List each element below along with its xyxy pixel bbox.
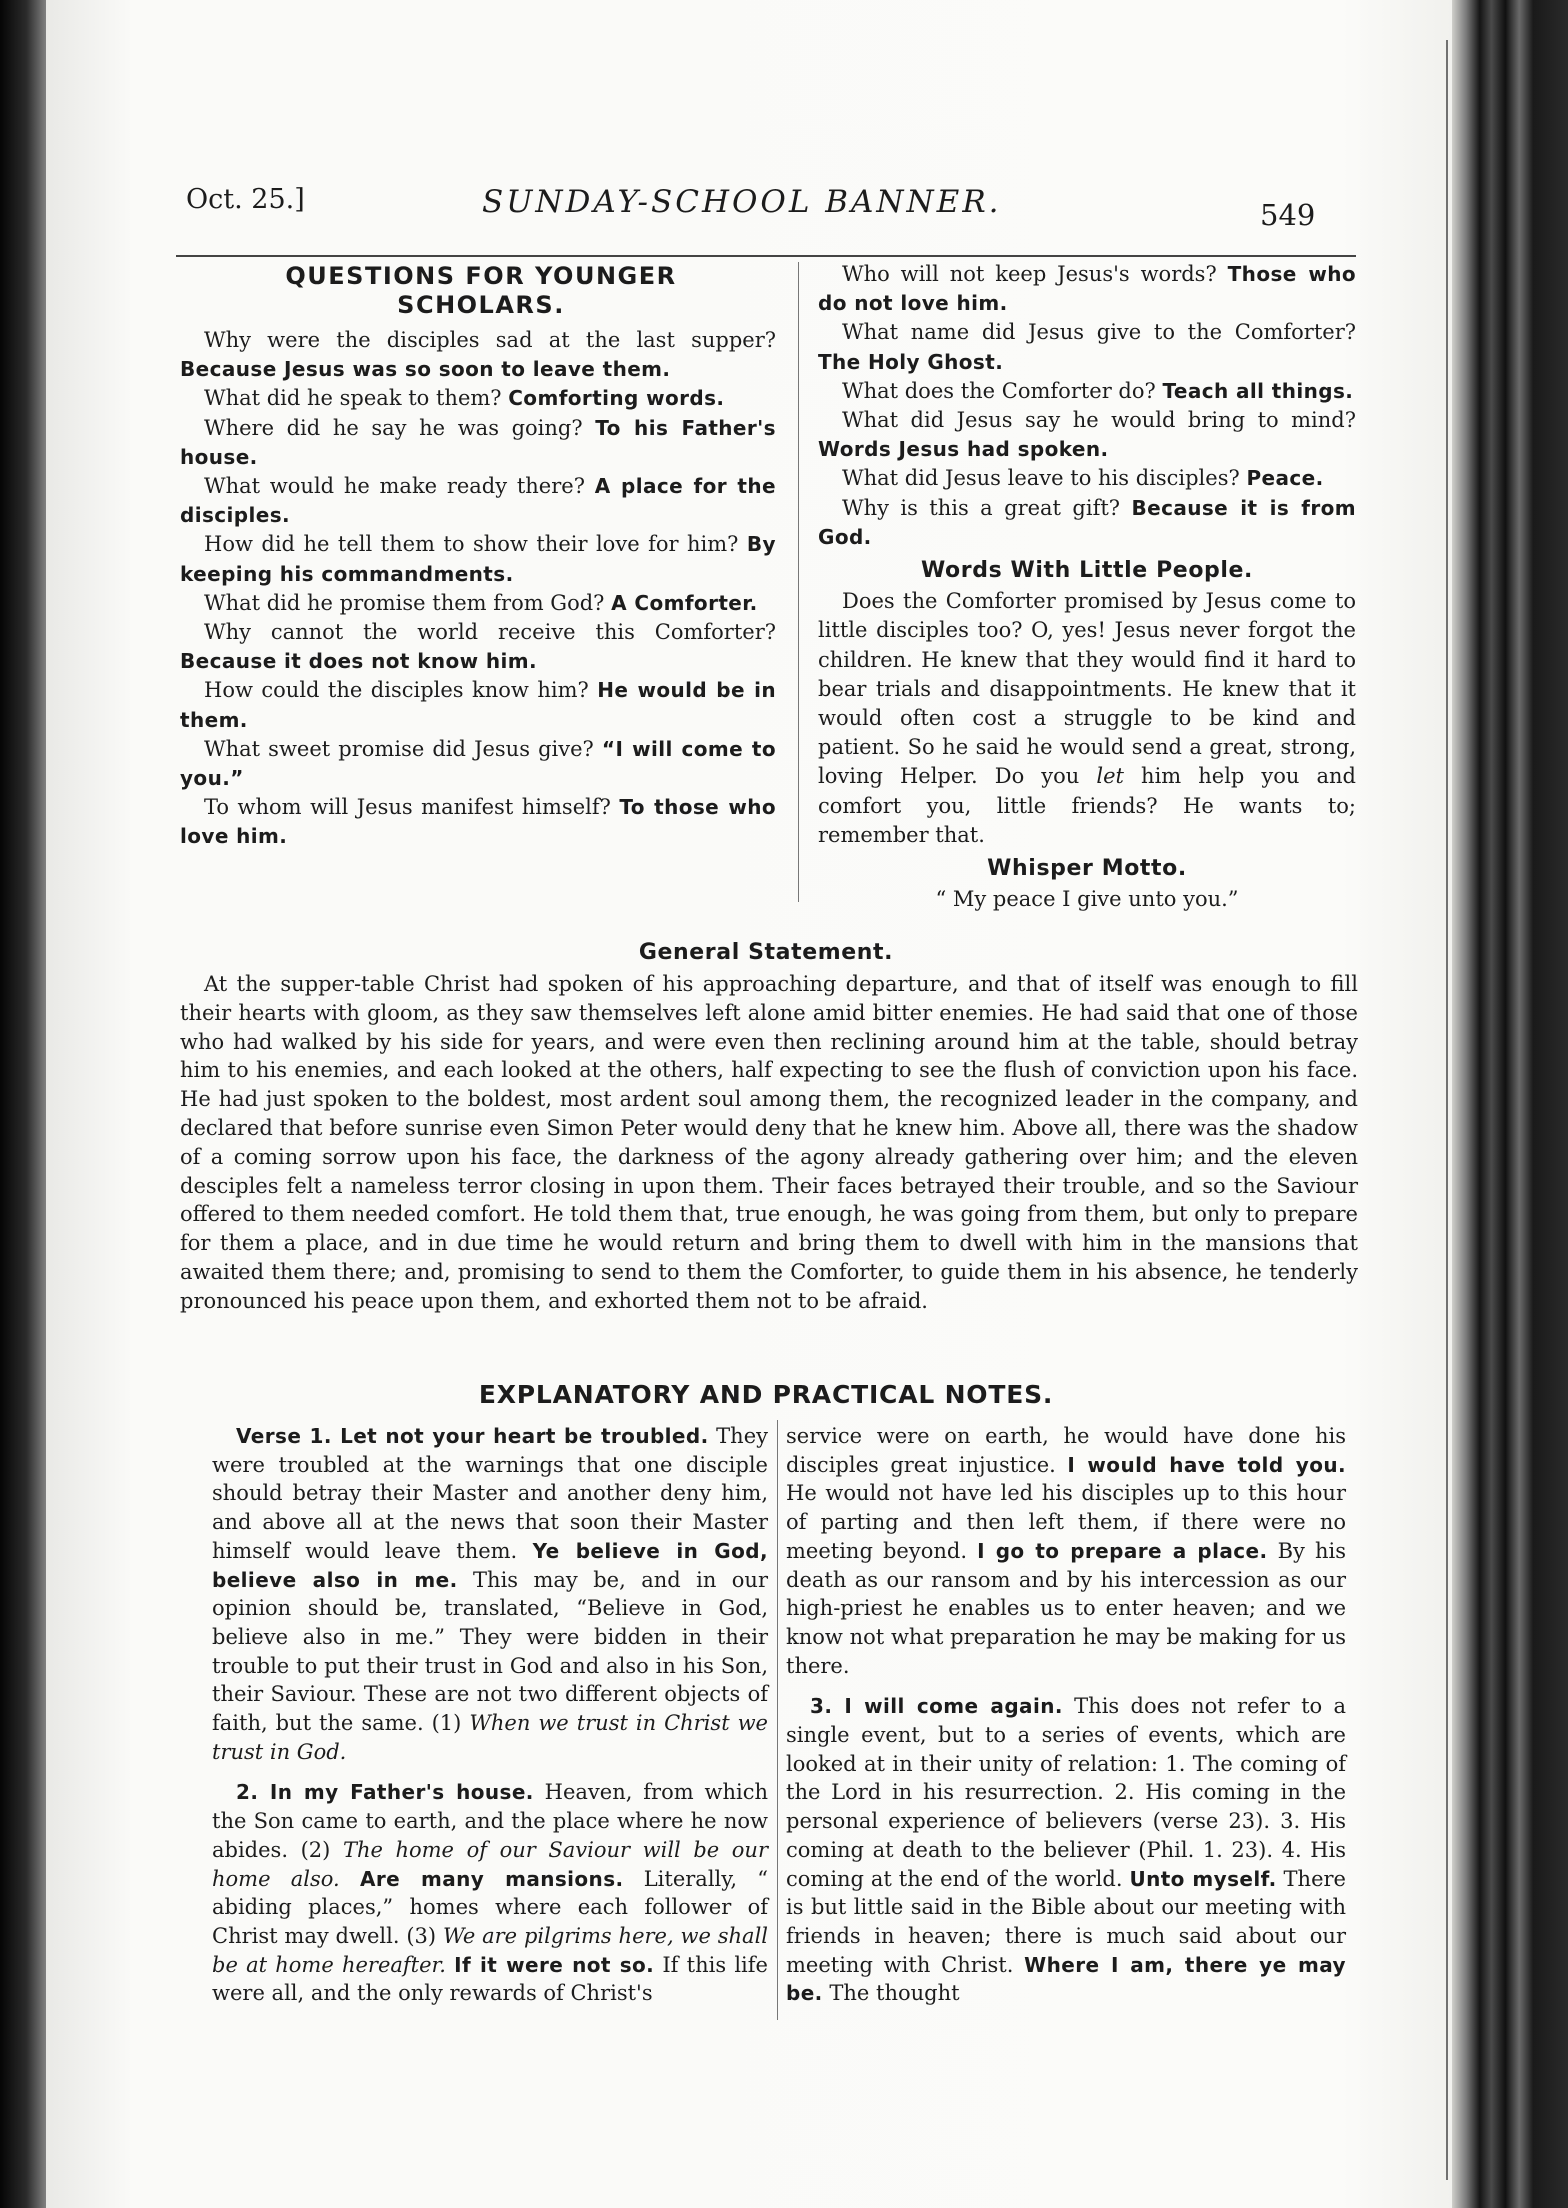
- qa-item: What name did Jesus give to the Comforter? The Holy Ghost.: [818, 320, 1356, 374]
- qa-item: How could the disciples know him? He would be in them.: [180, 678, 776, 732]
- page-edge-line: [1446, 40, 1448, 2180]
- header-rule: [176, 255, 1356, 257]
- qa-item: To whom will Jesus manifest himself? To those who love him.: [180, 795, 776, 849]
- qa-item: What would he make ready there? A place for the disciples.: [180, 474, 776, 528]
- notes-left-column: [212, 1422, 768, 2020]
- right-column-top: [818, 260, 1356, 914]
- little-people-heading: Words With Little People.: [920, 558, 1254, 584]
- qa-item: Where did he say he was going? To his Father's house.: [180, 415, 776, 469]
- qa-item: Why were the disciples sad at the last supper? Because Jesus was so soon to leave them.: [180, 328, 776, 382]
- scan-right-edge: [1452, 0, 1568, 2208]
- general-statement-body: At the supper-table Christ had spoken of his approaching departure, and that of itself was enough to fill their hearts with gloom, as they saw themselves left alone amid bitter enemies. He had said that one of those who had walked by his side for years, and were even then reclining around him at the table, should betray him to his enemies, and each looked at the others, half expecting to see the flush of conviction upon his face. He had just spoken to the boldest, most ardent soul among them, the recognized leader in the company, and declared that before sunrise even Simon Peter would deny that he knew him. Above all, there was the shadow of a coming sorrow upon his face, the darkness of the agony already gathering over him; and the eleven desciples felt a nameless terror closing in upon them. Their faces betrayed their trouble, and so the Saviour offered to them needed comfort. He told them that, true enough, he was going from them, but only to prepare for them a place, and in due time he would return and bring them to dwell with him in the mansions that awaited them there; and, promising to send to them the Comforter, to guide them in his absence, he tenderly pronounced his peace upon them, and exhorted them not to be afraid.: [180, 972, 1358, 1313]
- column-divider: [798, 262, 799, 902]
- qa-item: What sweet promise did Jesus give? “I will come to you.”: [180, 736, 776, 791]
- qa-item: Who will not keep Jesus's words? Those who do not love him.: [818, 262, 1356, 316]
- younger-scholars-questions: [180, 326, 776, 852]
- scan-left-edge: [0, 0, 48, 2208]
- qa-item: What did Jesus say he would bring to mind? Words Jesus had spoken.: [818, 408, 1356, 462]
- book-page: [46, 0, 1486, 2208]
- little-people-text: Does the Comforter promised by Jesus come to little disciples too? O, yes! Jesus never forgot the children. He knew that they would find it hard to bear trials and disappointments. He knew that it would often cost a struggle to be kind and patient. So he said he would send a great, strong, loving Helper. Do you let him help you and comfort you, little friends? He wants to; remember that.: [818, 589, 1356, 847]
- qa-item: What did he speak to them? Comforting words.: [204, 386, 725, 411]
- verse-2-note-continued: service were on earth, he would have done his disciples great injustice. I would have told you. He would not have led his disciples up to this hour of parting and then left them, if there were no meeting beyond. I go to prepare a place. By his death as our ransom and by his intercession as our high-priest he enables us to enter heaven; and we know not what preparation he may be making for us there.: [786, 1424, 1346, 1678]
- verse-1-note: Verse 1. Let not your heart be troubled. They were troubled at the warnings that one disciple should betray their Master and another deny him, and above all at the news that soon their Master himself would leave them. Ye believe in God, believe also in me. This may be, and in our opinion should be, translated, “Believe in God, believe also in me.” They were bidden in their trouble to put their trust in God and also in his Son, their Saviour. These are not two different objects of faith, but the same. (1) When we trust in Christ we trust in God.: [212, 1424, 768, 1764]
- issue-date: Oct. 25.]: [186, 184, 305, 215]
- verse-2-note: 2. In my Father's house. Heaven, from which the Son came to earth, and the place where he now abides. (2) The home of our Saviour will be our home also. Are many mansions. Literally, “ abiding places,” homes where each follower of Christ may dwell. (3) We are pilgrims here, we shall be at home hereafter. If it were not so. If this life were all, and the only rewards of Christ's: [212, 1780, 768, 2006]
- qa-item: What does the Comforter do? Teach all things.: [842, 378, 1354, 403]
- qa-item: What did Jesus leave to his disciples? Peace.: [842, 466, 1324, 491]
- column-divider: [777, 1420, 778, 2020]
- whisper-motto-heading: Whisper Motto.: [987, 856, 1187, 882]
- qa-item: How did he tell them to show their love for him? By keeping his commandments.: [180, 532, 776, 586]
- general-statement-heading: General Statement.: [638, 940, 894, 965]
- explanatory-notes-heading: EXPLANATORY AND PRACTICAL NOTES.: [478, 1380, 1054, 1409]
- publication-title: SUNDAY-SCHOOL BANNER.: [482, 184, 1002, 220]
- younger-scholars-heading: QUESTIONS FOR YOUNGER SCHOLARS.: [285, 262, 677, 319]
- verse-3-note: 3. I will come again. This does not refer to a single event, but to a series of events, which are looked at in their unity of relation: 1. The coming of the Lord in his resurrection. 2. His coming in the personal experience of believers (verse 23). 3. His coming at death to the believer (Phil. 1. 23). 4. His coming at the end of the world. Unto myself. There is but little said in the Bible about our meeting with friends in heaven; there is much said about our meeting with Christ. Where I am, there ye may be. The thought: [786, 1694, 1347, 2006]
- qa-item: Why is this a great gift? Because it is from God.: [818, 495, 1356, 549]
- page-number: 549: [1260, 198, 1316, 232]
- qa-item: Why cannot the world receive this Comforter? Because it does not know him.: [180, 620, 776, 674]
- whisper-motto-text: “ My peace I give unto you.”: [935, 887, 1239, 912]
- qa-item: What did he promise them from God? A Comforter.: [204, 590, 758, 615]
- notes-right-column: [786, 1422, 1346, 2020]
